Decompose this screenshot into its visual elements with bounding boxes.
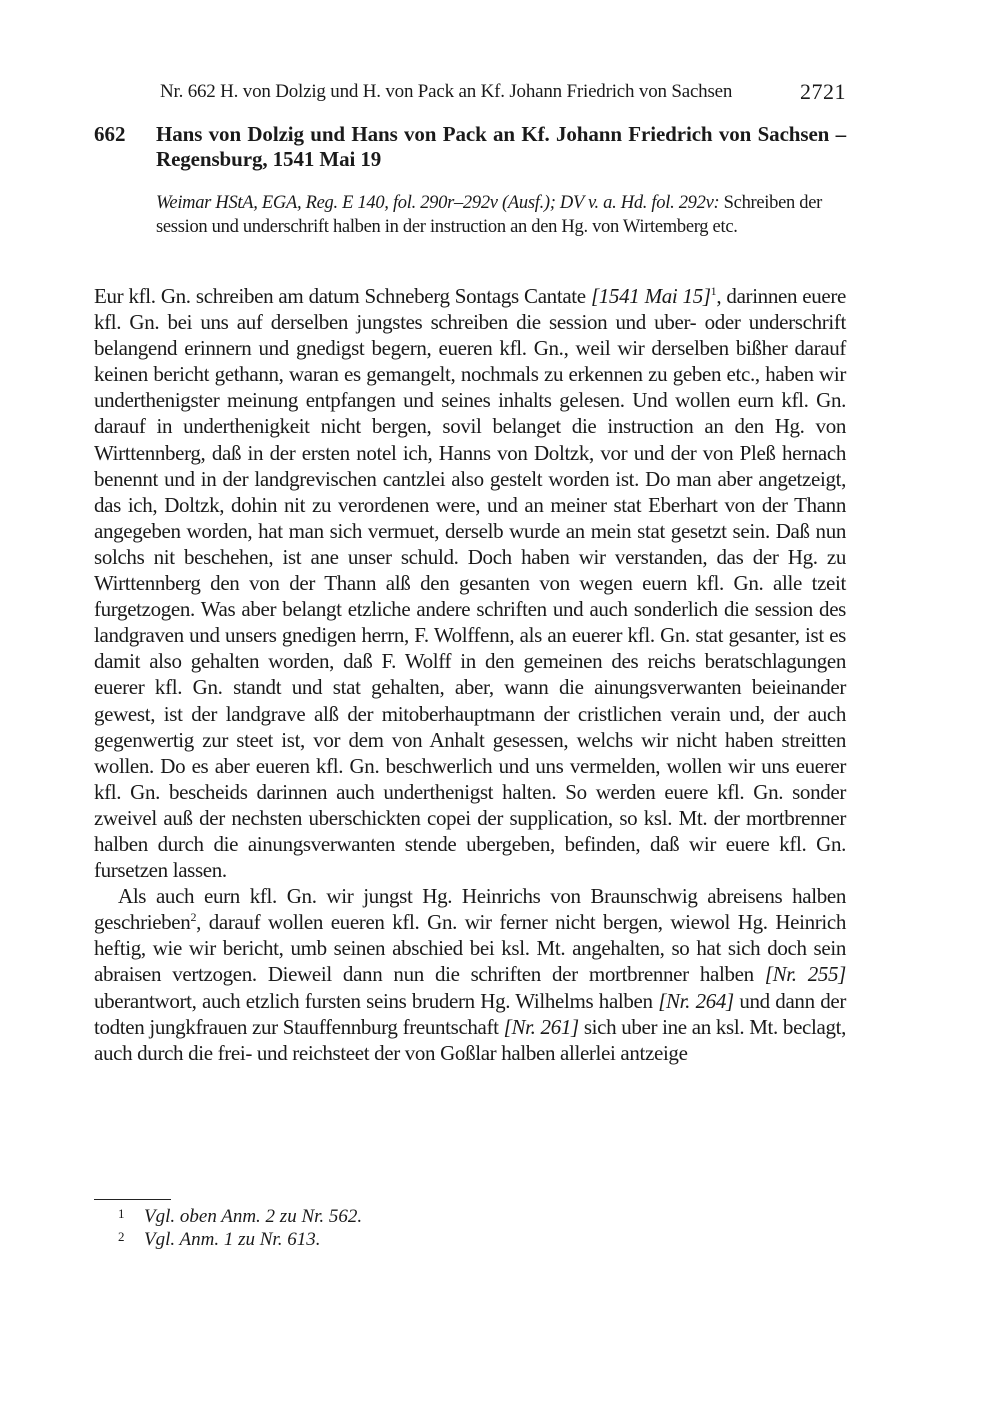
source-note (156, 192, 846, 239)
entry-title: Hans von Dolzig und Hans von Pack an Kf. Johann Friedrich von Sachsen – Regensburg, 1541 Mai 19 (156, 122, 846, 171)
text-run: Als auch eurn kfl. Gn. wir jungst Hg. Heinrichs von Braunschwig abreisens halben geschrieben (94, 884, 846, 935)
footnote-text: Vgl. oben Anm. 2 zu Nr. 562. (144, 1206, 363, 1227)
running-head-title: Nr. 662 H. von Dolzig und H. von Pack an Kf. Johann Friedrich von Sachsen (160, 81, 733, 102)
footnote-mark: 1 (118, 1206, 125, 1221)
footnote-1 (118, 1205, 718, 1228)
text-run: uberantwort, auch etzlich fursten seins brudern Hg. Wilhelms halben (94, 988, 659, 1013)
letter-body (94, 283, 846, 1066)
page-number: 2721 (800, 79, 846, 104)
archival-citation: Weimar HStA, EGA, Reg. E 140, fol. 290r–292v (Ausf.); DV v. a. Hd. fol. 292v: (156, 193, 720, 213)
footnote-ref-2[interactable]: 2 (190, 910, 197, 925)
footnote-text: Vgl. Anm. 1 zu Nr. 613. (144, 1229, 321, 1250)
cross-reference: [Nr. 264] (658, 988, 734, 1013)
text-run: Eur kfl. Gn. schreiben am datum Schneberg Sontags Cantate (94, 284, 591, 308)
footnote-ref-1[interactable]: 1 (710, 284, 717, 298)
text-run: , darinnen euere kfl. Gn. bei uns auf derselben jungstes schreiben die session und uber- oder underschrift belangend erinnern und gnedigst begern, eueren kfl. Gn., weil wir derselben bißher darauf keinen bericht gethann, waran es gemangelt, nochmals zu erkennen zu geben etc., haben wir underthenigster meinung entpfangen und seines inhalts gelesen. Und wollen eurn kfl. Gn. darauf in underthenigkeit nicht bergen, sovil belanget die instruction an den Hg. von Wirttennberg, daß in der ersten notel ich, Hanns von Doltzk, vor und der von Pleß hernach benennt und in der landgrevischen cantzlei also gestelt worden ist. Do man aber angetzeigt, das ich, Doltzk, dohin nit zu verordenen were, und an meiner stat Eberhart von der Thann angegeben worden, hat man sich vermuet, derselb wurde an mein stat gesetzt sein. Daß nun solchs nit beschehen, ist ane unser schuld. Doch haben wir verstanden, das der Hg. zu Wirttennberg den von der Thann alß den gesanten von wegen euern kfl. Gn. alle tzeit furgetzogen. Was aber belangt etzliche andere schriften und auch sonderlich die session des landgraven und unsers gnedigen herrn, F. Wolffenn, als an euerer kfl. Gn. stat gesanter, ist es damit also gehalten worden, daß F. Wolff in den gemeinen des reichs beratschlagungen euerer kfl. Gn. standt und stat gehalten, aber, wann die ainungsverwanten beieinander gewest, ist der landgrave alß der mitoberhauptmann der cristlichen verain und, der auch gegenwertig zur steet ist, vor dem von Anhalt gesessen, welchs wir nicht haben streitten wollen. Do es aber eueren kfl. Gn. beschwerlich und uns vermelden, wollen wir uns euerer kfl. Gn. bescheids darinnen auch underthenigst halten. So werden euere kfl. Gn. sonder zweivel auß der nechsten uberschickten copei der supplication, so ksl. Mt. der mortbrenner halben durch die ainungsverwanten stende ubergeben, befinden, daß wir euere kfl. Gn. fursetzen lassen. (94, 284, 846, 883)
entry-heading (94, 122, 846, 172)
footnote-2 (118, 1228, 718, 1251)
footnotes (118, 1205, 718, 1251)
text-run: , darauf wollen eueren kfl. Gn. wir ferner nicht bergen, wiewol Hg. Heinrich heftig, wie wir bericht, umb seinen abschied bei ksl. Mt. angehalten, so hat sich doch sein abraisen vertzogen. Dieweil dann nun die schriften der mortbrenner halben (94, 910, 846, 987)
footnote-mark: 2 (118, 1229, 125, 1244)
text-run: und dann der todten jungkfrauen zur Stauffennburg freuntschaft (94, 988, 846, 1039)
cross-reference: [Nr. 255] (764, 962, 846, 987)
text-run: sich uber ine an ksl. Mt. beclagt, auch durch die frei- und reichsteet der von Goßlar halben allerlei antzeige (94, 1014, 847, 1065)
footnote-divider (94, 1199, 171, 1200)
paragraph-1 (94, 283, 846, 883)
paragraph-2 (94, 883, 846, 1066)
editorial-date: [1541 Mai 15] (590, 284, 711, 308)
cross-reference: [Nr. 261] (503, 1014, 579, 1039)
dorsal-note: Schreiben der session und underschrift halben in der instruction an den Hg. von Wirtemberg etc. (156, 193, 822, 237)
running-head (160, 80, 846, 104)
entry-number: 662 (94, 122, 126, 146)
